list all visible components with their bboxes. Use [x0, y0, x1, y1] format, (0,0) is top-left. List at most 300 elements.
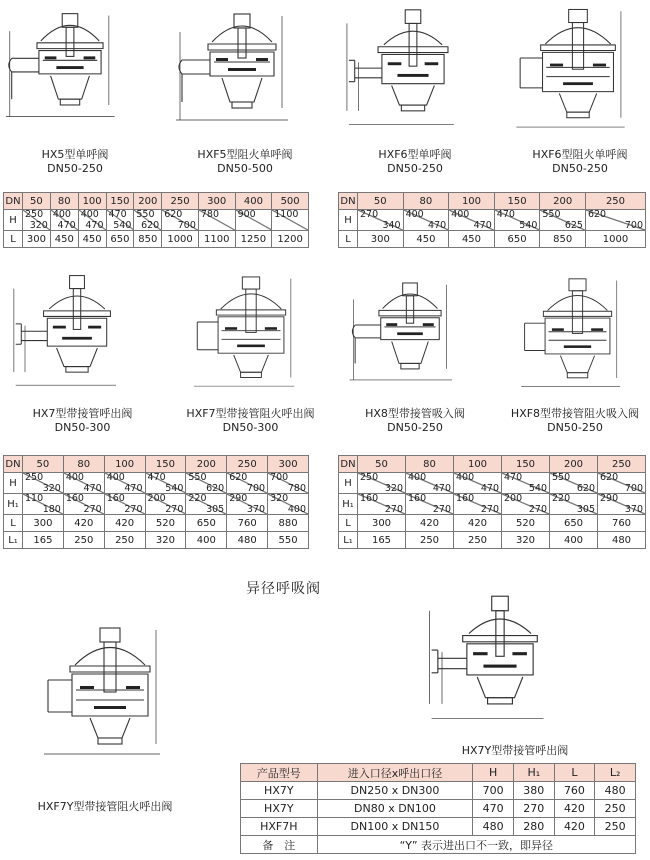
table-cell-split — [106, 210, 134, 231]
table-cell: 550 — [268, 532, 309, 549]
cell-bottom-value: 340 — [382, 220, 401, 231]
table-cell: 200 — [540, 193, 586, 210]
caption-hx8 — [345, 407, 485, 435]
cell-top-value: 400 — [456, 472, 475, 483]
cell-bottom-value: 470 — [480, 483, 499, 494]
table-cell: 470 — [473, 800, 514, 818]
table-cell-split — [145, 494, 186, 515]
split-wrap — [404, 210, 449, 230]
cell-bottom-value: 320 — [384, 483, 403, 494]
caption-hx7 — [10, 407, 155, 435]
cell-top-value: 400 — [451, 209, 470, 220]
caption-range: DN50-300 — [54, 421, 111, 434]
cell-bottom-value: 270 — [384, 504, 403, 515]
cell-top-value: 470 — [147, 472, 166, 483]
table-cell: 300 — [358, 231, 404, 248]
table-cell: 520 — [502, 515, 550, 532]
caption-name: HX5型单呼阀 — [41, 148, 109, 161]
table-cell: 480 — [227, 532, 268, 549]
spec-table-3 — [3, 455, 309, 549]
cell-top-value: 700 — [270, 472, 289, 483]
caption-name: HXF8型带接管阻火吸入阀 — [510, 407, 640, 420]
table-cell: 产品型号 — [241, 764, 318, 782]
table-cell: 420 — [406, 515, 454, 532]
table-cell-split — [50, 210, 78, 231]
table-row — [4, 231, 309, 248]
split-wrap — [146, 473, 186, 493]
table-cell: 400 — [550, 532, 598, 549]
valve-drawing-hxf7y — [30, 620, 190, 770]
caption-name: HX7Y型带接管呼出阀 — [461, 744, 569, 757]
table-cell: DN — [339, 193, 358, 210]
header-row — [4, 193, 309, 210]
table-cell: 200 — [550, 456, 598, 473]
table-cell-split — [550, 494, 598, 515]
cell-bottom-value: 700 — [246, 483, 266, 494]
split-wrap — [454, 473, 501, 493]
cell-bottom-value: 470 — [428, 220, 447, 231]
table-cell-split — [598, 494, 646, 515]
table-cell: 760 — [227, 515, 268, 532]
cell-top-value: 400 — [65, 472, 84, 483]
split-wrap — [495, 210, 540, 230]
table-cell: 200 — [134, 193, 162, 210]
table-cell-split — [186, 473, 227, 494]
cell-bottom-value: 700 — [177, 220, 196, 231]
valve-drawing-hx8 — [340, 272, 480, 400]
table-cell: 400 — [186, 532, 227, 549]
table-cell: 100 — [104, 456, 145, 473]
caption-range: DN50-500 — [217, 162, 273, 175]
split-wrap — [186, 494, 226, 514]
table-cell: 380 — [513, 782, 554, 800]
cell-bottom-value: 270 — [432, 504, 451, 515]
cell-top-value: 290 — [600, 493, 619, 504]
table-cell-split — [23, 494, 64, 515]
cell-bottom-value: 270 — [165, 504, 184, 515]
product-table — [240, 763, 636, 854]
cell-bottom-value: 540 — [519, 220, 538, 231]
table-cell: 80 — [50, 193, 78, 210]
cell-bottom-value: 540 — [165, 483, 184, 494]
table-cell: 80 — [403, 193, 449, 210]
cell-top-value: 620 — [164, 209, 183, 220]
table-cell-split — [145, 473, 186, 494]
table-row — [241, 818, 636, 836]
table-cell: 880 — [268, 515, 309, 532]
table-cell-split — [198, 210, 235, 231]
table-cell: 850 — [134, 231, 162, 248]
table-cell-split — [104, 473, 145, 494]
header-row — [339, 193, 646, 210]
valve-drawing-hx5 — [2, 0, 138, 140]
cell-bottom-value: 180 — [42, 504, 61, 515]
table-cell: L — [339, 515, 358, 532]
table-cell: DN — [4, 193, 23, 210]
valve-drawing-hx7y — [425, 590, 575, 735]
cell-bottom-value: 470 — [124, 483, 143, 494]
table-row — [339, 494, 646, 515]
cell-bottom-value: 620 — [576, 483, 595, 494]
split-wrap — [598, 473, 645, 493]
table-cell: 650 — [494, 231, 540, 248]
caption-name: HXF7Y型带接管阻火呼出阀 — [37, 800, 173, 813]
split-wrap — [540, 210, 585, 230]
table-cell: 200 — [186, 456, 227, 473]
caption-hxf8 — [500, 407, 650, 435]
caption-hxf5 — [170, 148, 320, 176]
split-wrap — [406, 473, 453, 493]
cell-bottom-value: 780 — [287, 483, 306, 494]
cell-top-value: 620 — [600, 472, 619, 483]
split-wrap — [406, 494, 453, 514]
table-cell: 250 — [454, 532, 502, 549]
split-wrap — [146, 494, 186, 514]
split-wrap — [51, 210, 78, 230]
valve-drawing-hxf6-fire — [508, 2, 648, 142]
table-cell-split — [454, 473, 502, 494]
table-cell: 650 — [550, 515, 598, 532]
table-cell: L₁ — [4, 532, 23, 549]
cell-top-value: 400 — [408, 472, 427, 483]
table-cell-split — [235, 210, 272, 231]
table-cell: HX7Y — [241, 782, 318, 800]
split-wrap — [502, 473, 549, 493]
table-cell-split — [598, 473, 646, 494]
table-cell-split — [78, 210, 106, 231]
caption-name: HXF7型带接管阻火呼出阀 — [186, 407, 315, 420]
cell-top-value: 470 — [496, 209, 515, 220]
table-cell-split — [134, 210, 162, 231]
caption-hxf6-fire — [510, 148, 650, 176]
cell-bottom-value: 270 — [83, 504, 102, 515]
table-cell-split — [358, 473, 406, 494]
table-row — [339, 532, 646, 549]
cell-bottom-value: 320 — [29, 220, 48, 231]
table-cell: 300 — [23, 515, 64, 532]
cell-bottom-value: 370 — [246, 504, 266, 515]
header-row — [241, 764, 636, 782]
split-wrap — [598, 494, 645, 514]
table-cell: L — [554, 764, 595, 782]
cell-top-value: 160 — [456, 493, 475, 504]
split-wrap — [134, 210, 161, 230]
table-cell: 760 — [598, 515, 646, 532]
table-cell: 520 — [145, 515, 186, 532]
cell-bottom-value: 620 — [206, 483, 225, 494]
table-cell: 700 — [473, 782, 514, 800]
table-cell: 320 — [145, 532, 186, 549]
cell-bottom-value: 470 — [473, 220, 492, 231]
cell-bottom-value: 470 — [85, 220, 104, 231]
table-cell: 270 — [513, 800, 554, 818]
table-cell: 100 — [449, 193, 495, 210]
table-cell: DN — [4, 456, 23, 473]
table-cell-split — [502, 473, 550, 494]
split-wrap — [105, 473, 145, 493]
cell-top-value: 620 — [229, 472, 248, 483]
split-wrap — [268, 473, 308, 493]
cell-bottom-value: 400 — [287, 504, 306, 515]
split-wrap — [358, 494, 405, 514]
spec-table-1 — [3, 192, 309, 248]
table-cell: 250 — [595, 800, 636, 818]
caption-name: HX8型带接管吸入阀 — [365, 407, 465, 420]
split-wrap — [162, 210, 198, 230]
table-row — [339, 210, 646, 231]
cell-top-value: 400 — [405, 209, 424, 220]
cell-top-value: 220 — [188, 493, 207, 504]
table-cell-split — [23, 210, 51, 231]
table-cell: 650 — [186, 515, 227, 532]
cell-top-value: 250 — [360, 472, 379, 483]
table-cell-split — [449, 210, 495, 231]
table-cell: 1100 — [198, 231, 235, 248]
cell-top-value: 550 — [136, 209, 155, 220]
table-cell: 760 — [554, 782, 595, 800]
header-row — [4, 456, 309, 473]
valve-drawing-hx7 — [2, 270, 152, 400]
split-wrap — [64, 473, 104, 493]
caption-hxf6 — [345, 148, 485, 176]
cell-top-value: 320 — [270, 493, 289, 504]
table-cell: 165 — [23, 532, 64, 549]
caption-hx5 — [10, 148, 140, 176]
table-cell-split — [104, 494, 145, 515]
table-cell: 1000 — [162, 231, 199, 248]
table-cell: L — [4, 515, 23, 532]
table-cell-split — [585, 210, 645, 231]
table-cell: 进入口径x呼出口径 — [317, 764, 473, 782]
caption-name: HXF6型单呼阀 — [378, 148, 452, 161]
table-cell: L — [4, 231, 23, 248]
table-cell: 250 — [598, 456, 646, 473]
table-cell-split — [227, 494, 268, 515]
caption-range: DN50-250 — [552, 162, 608, 175]
table-cell-split — [358, 210, 404, 231]
cell-bottom-value: 370 — [624, 504, 643, 515]
table-cell: DN250 x DN300 — [317, 782, 473, 800]
caption-range: DN50-250 — [47, 162, 103, 175]
table-cell: 150 — [145, 456, 186, 473]
table-cell: 50 — [23, 193, 51, 210]
cell-top-value: 620 — [587, 209, 607, 220]
valve-drawing-hxf5 — [172, 2, 312, 142]
table-cell-split — [454, 494, 502, 515]
table-cell: H — [4, 210, 23, 231]
table-cell-split — [227, 473, 268, 494]
table-cell: DN — [339, 456, 358, 473]
cell-top-value: 400 — [52, 209, 71, 220]
valve-drawing-hxf8 — [505, 272, 650, 400]
cell-top-value: 1100 — [274, 209, 299, 220]
cell-top-value: 470 — [504, 472, 523, 483]
caption-range: DN50-250 — [387, 162, 443, 175]
cell-top-value: 270 — [360, 209, 379, 220]
cell-top-value: 900 — [237, 209, 256, 220]
table-cell: L₂ — [595, 764, 636, 782]
cell-bottom-value: 270 — [480, 504, 499, 515]
valve-drawing-hxf7 — [176, 270, 326, 400]
cell-bottom-value: 320 — [42, 483, 61, 494]
cell-top-value: 250 — [25, 209, 44, 220]
table-cell-split — [162, 210, 199, 231]
table-cell: 480 — [595, 782, 636, 800]
table-cell-split — [494, 210, 540, 231]
table-cell: HXF7H — [241, 818, 318, 836]
cell-top-value: 160 — [106, 493, 125, 504]
table-cell: 300 — [23, 231, 51, 248]
table-cell: 480 — [473, 818, 514, 836]
cell-top-value: 220 — [552, 493, 571, 504]
caption-hxf7 — [168, 407, 333, 435]
table-row — [4, 473, 309, 494]
table-cell: 250 — [162, 193, 199, 210]
cell-top-value: 290 — [229, 493, 248, 504]
table-cell-split — [358, 494, 406, 515]
table-cell: H₁ — [513, 764, 554, 782]
table-row — [241, 782, 636, 800]
table-cell: 50 — [23, 456, 64, 473]
table-cell-split — [268, 473, 309, 494]
table-cell: 100 — [454, 456, 502, 473]
table-cell: 165 — [358, 532, 406, 549]
cell-bottom-value: 470 — [57, 220, 76, 231]
table-cell: 50 — [358, 193, 404, 210]
table-row — [339, 473, 646, 494]
caption-range: DN50-250 — [387, 421, 443, 434]
cell-bottom-value: 700 — [624, 483, 643, 494]
cell-top-value: 470 — [108, 209, 127, 220]
table-cell: 250 — [595, 818, 636, 836]
table-cell-split — [550, 473, 598, 494]
cell-top-value: 550 — [542, 209, 561, 220]
cell-bottom-value: 620 — [141, 220, 160, 231]
split-wrap — [358, 210, 403, 230]
split-wrap — [23, 494, 63, 514]
caption-name: HXF6型阻火单呼阀 — [532, 148, 628, 161]
table-cell-split — [23, 473, 64, 494]
table-cell: 250 — [585, 193, 645, 210]
caption-range: DN50-250 — [547, 421, 603, 434]
table-cell: 50 — [358, 456, 406, 473]
table-cell: H — [4, 473, 23, 494]
table-cell-split — [63, 494, 104, 515]
table-cell: H — [339, 210, 358, 231]
table-row — [4, 532, 309, 549]
table-cell: 250 — [63, 532, 104, 549]
cell-bottom-value: 305 — [206, 504, 225, 515]
table-cell-split — [186, 494, 227, 515]
table-cell: 420 — [454, 515, 502, 532]
cell-top-value: 400 — [106, 472, 125, 483]
table-cell: 420 — [554, 818, 595, 836]
table-cell-split — [63, 473, 104, 494]
split-wrap — [272, 210, 308, 230]
cell-bottom-value: 470 — [432, 483, 451, 494]
table-cell: 400 — [235, 193, 272, 210]
table-cell: 280 — [513, 818, 554, 836]
table-cell: 80 — [63, 456, 104, 473]
caption-range: DN50-300 — [222, 421, 279, 434]
cell-top-value: 200 — [504, 493, 523, 504]
table-cell: DN100 x DN150 — [317, 818, 473, 836]
split-wrap — [550, 494, 597, 514]
table-cell-split — [268, 494, 309, 515]
table-cell: 420 — [104, 515, 145, 532]
split-wrap — [227, 494, 267, 514]
split-wrap — [23, 473, 63, 493]
table-cell: “Y” 表示进出口不一致，即异径 — [317, 836, 635, 854]
table-cell: 250 — [227, 456, 268, 473]
cell-bottom-value: 540 — [528, 483, 547, 494]
split-wrap — [199, 210, 235, 230]
split-wrap — [105, 494, 145, 514]
table-cell: H₁ — [4, 494, 23, 515]
cell-top-value: 160 — [65, 493, 84, 504]
table-cell: 480 — [598, 532, 646, 549]
table-cell: 250 — [104, 532, 145, 549]
caption-hxf7y — [5, 800, 205, 814]
table-row — [339, 231, 646, 248]
spec-table-2 — [338, 192, 646, 248]
header-row — [339, 456, 646, 473]
cell-top-value: 110 — [25, 493, 44, 504]
table-cell: L₁ — [339, 532, 358, 549]
table-cell: 300 — [198, 193, 235, 210]
split-wrap — [449, 210, 494, 230]
cell-top-value: 160 — [360, 493, 379, 504]
table-cell: L — [339, 231, 358, 248]
table-cell: 150 — [494, 193, 540, 210]
spec-table-4 — [338, 455, 646, 549]
table-cell-split — [272, 210, 309, 231]
table-cell-split — [502, 494, 550, 515]
table-row — [339, 515, 646, 532]
table-cell: 420 — [554, 800, 595, 818]
cell-top-value: 550 — [552, 472, 571, 483]
split-wrap — [79, 210, 106, 230]
table-cell: 300 — [358, 515, 406, 532]
caption-name: HXF5型阻火单呼阀 — [197, 148, 293, 161]
cell-bottom-value: 700 — [624, 220, 643, 231]
table-cell: H — [473, 764, 514, 782]
cell-bottom-value: 305 — [576, 504, 595, 515]
table-cell-split — [403, 210, 449, 231]
split-wrap — [227, 473, 267, 493]
cell-top-value: 780 — [200, 209, 220, 220]
table-cell: 1250 — [235, 231, 272, 248]
table-cell: 备 注 — [241, 836, 318, 854]
split-wrap — [502, 494, 549, 514]
table-cell: 420 — [63, 515, 104, 532]
table-cell: 450 — [50, 231, 78, 248]
cell-top-value: 160 — [408, 493, 427, 504]
table-cell: 450 — [78, 231, 106, 248]
table-cell-split — [540, 210, 586, 231]
split-wrap — [454, 494, 501, 514]
cell-bottom-value: 625 — [564, 220, 583, 231]
table-cell: 300 — [268, 456, 309, 473]
split-wrap — [586, 210, 645, 230]
table-cell-split — [406, 473, 454, 494]
cell-top-value: 200 — [147, 493, 166, 504]
split-wrap — [550, 473, 597, 493]
table-cell: 450 — [449, 231, 495, 248]
split-wrap — [186, 473, 226, 493]
valve-drawing-hxf6 — [345, 2, 481, 142]
table-cell: 80 — [406, 456, 454, 473]
